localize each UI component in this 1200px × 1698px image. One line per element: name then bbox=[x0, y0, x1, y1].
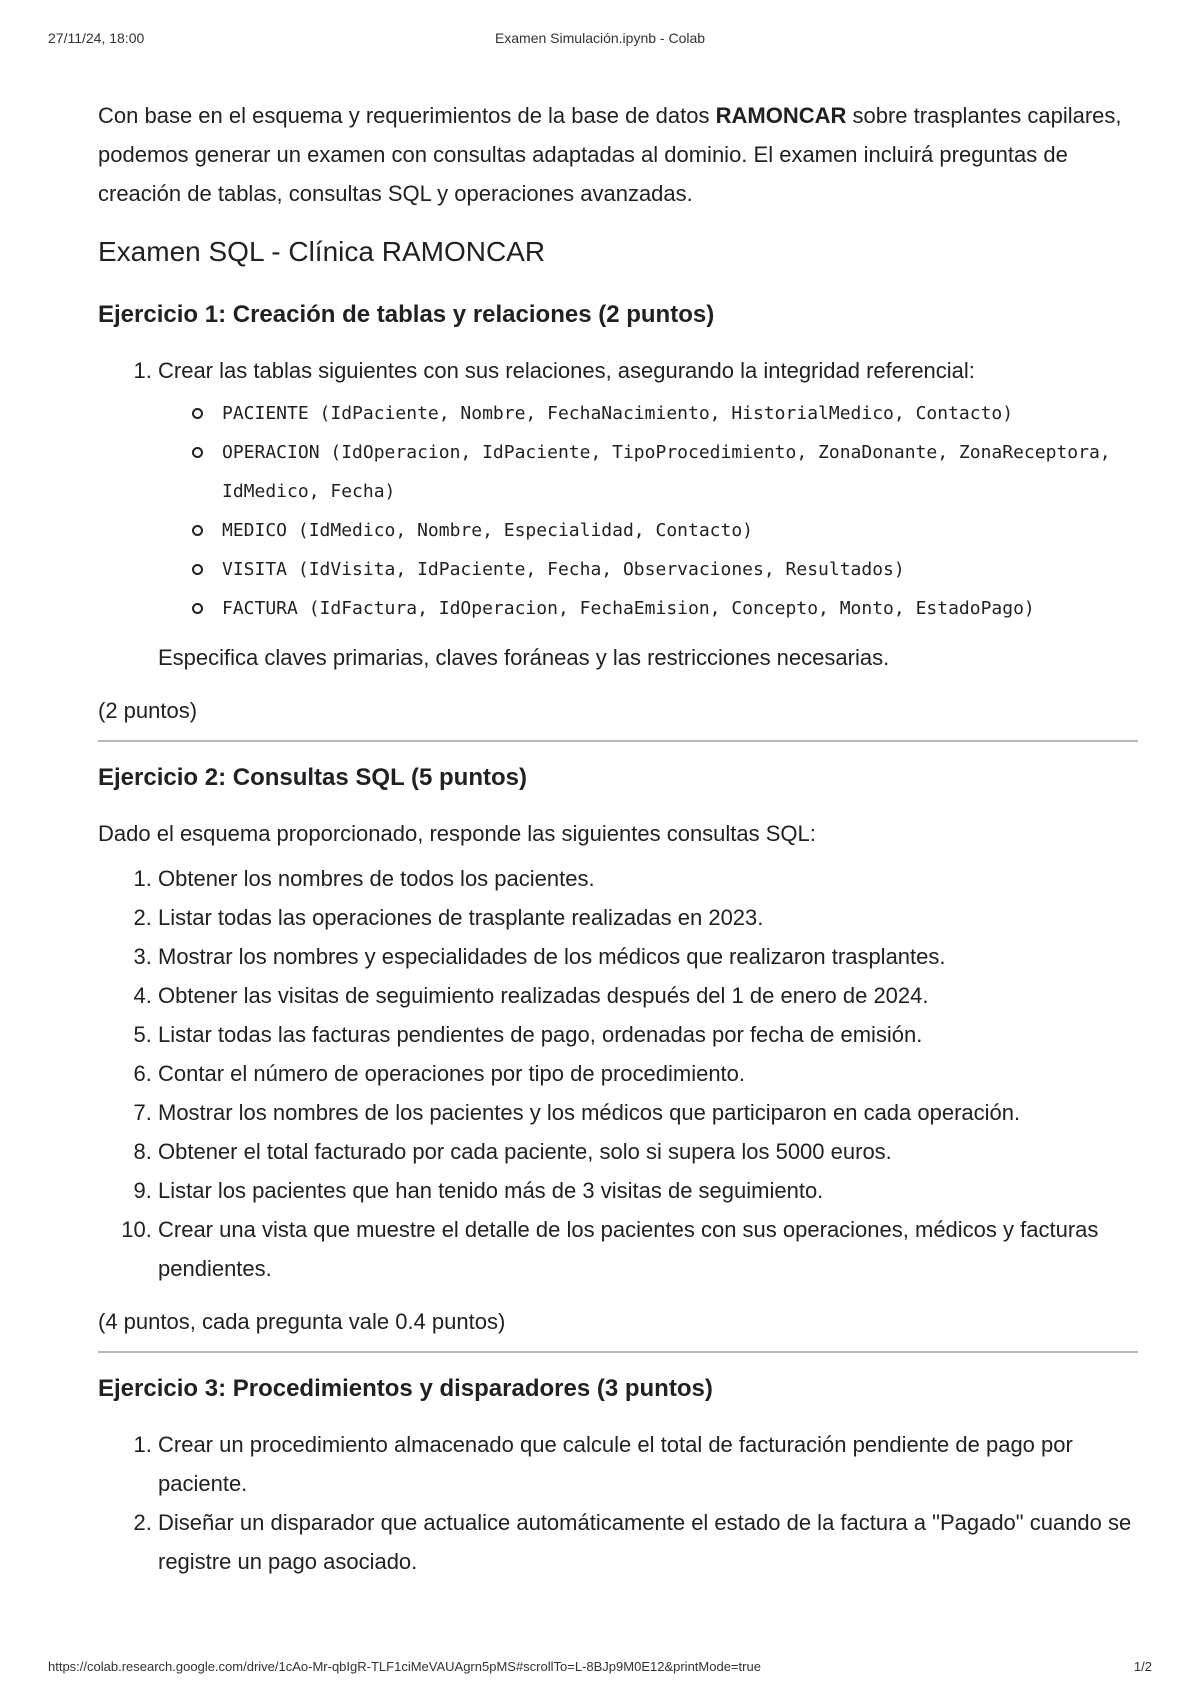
list-item: 8. Obtener el total facturado por cada paciente, solo si supera los 5000 euros. bbox=[158, 1132, 1138, 1171]
list-item: 3. Mostrar los nombres y especialidades de los médicos que realizaron trasplantes. bbox=[158, 937, 1138, 976]
section-divider bbox=[98, 1351, 1138, 1353]
table-def-text: OPERACION (IdOperacion, IdPaciente, TipoProcedimiento, ZonaDonante, ZonaReceptora, IdMedico, Fecha) bbox=[222, 442, 1111, 502]
table-def-text: VISITA (IdVisita, IdPaciente, Fecha, Observaciones, Resultados) bbox=[222, 559, 905, 580]
ejercicio1-item-text: Crear las tablas siguientes con sus relaciones, asegurando la integridad referencial: bbox=[158, 358, 975, 383]
ejercicio2-lead: Dado el esquema proporcionado, responde las siguientes consultas SQL: bbox=[98, 821, 816, 846]
ejercicio3-heading: Ejercicio 3: Procedimientos y disparadores (3 puntos) bbox=[98, 1375, 713, 1402]
table-def-text: PACIENTE (IdPaciente, Nombre, FechaNacimiento, HistorialMedico, Contacto) bbox=[222, 403, 1014, 424]
list-item: 7. Mostrar los nombres de los pacientes y los médicos que participaron en cada operación. bbox=[158, 1093, 1138, 1132]
circle-bullet-icon bbox=[192, 447, 203, 458]
intro-bold-db-name: RAMONCAR bbox=[715, 103, 847, 128]
exam-title: Examen SQL - Clínica RAMONCAR bbox=[98, 236, 546, 267]
print-doc-title: Examen Simulación.ipynb - Colab bbox=[494, 30, 706, 46]
list-item: 5. Listar todas las facturas pendientes de pago, ordenadas por fecha de emisión. bbox=[158, 1015, 1138, 1054]
print-header bbox=[48, 30, 1152, 52]
table-def-medico bbox=[222, 511, 1138, 550]
page-number: 1/2 bbox=[1133, 1659, 1152, 1674]
print-url: https://colab.research.google.com/drive/1cAo-Mr-qbIgR-TLF1ciMeVAUAgrn5pMS#scrollTo=L-8BJp9M0E12&printMode=true bbox=[48, 1659, 761, 1674]
list-item: 10. Crear una vista que muestre el detalle de los pacientes con sus operaciones, médicos y facturas pendientes. bbox=[158, 1210, 1138, 1288]
circle-bullet-icon bbox=[192, 408, 203, 419]
circle-bullet-icon bbox=[192, 564, 203, 575]
list-item: 2. Diseñar un disparador que actualice automáticamente el estado de la factura a "Pagado" cuando se registre un pago asociado. bbox=[158, 1503, 1138, 1581]
ejercicio1-list bbox=[98, 351, 1138, 628]
list-item bbox=[158, 351, 1138, 628]
ejercicio3-list bbox=[98, 1425, 1138, 1581]
print-footer bbox=[48, 1659, 1152, 1679]
circle-bullet-icon bbox=[192, 603, 203, 614]
table-def-text: FACTURA (IdFactura, IdOperacion, FechaEmision, Concepto, Monto, EstadoPago) bbox=[222, 598, 1035, 619]
list-item: 6. Contar el número de operaciones por tipo de procedimiento. bbox=[158, 1054, 1138, 1093]
list-item: 4. Obtener las visitas de seguimiento realizadas después del 1 de enero de 2024. bbox=[158, 976, 1138, 1015]
list-item: 1. Crear un procedimiento almacenado que calcule el total de facturación pendiente de pago por paciente. bbox=[158, 1425, 1138, 1503]
ejercicio2-heading: Ejercicio 2: Consultas SQL (5 puntos) bbox=[98, 764, 527, 791]
list-item: 1. Obtener los nombres de todos los pacientes. bbox=[158, 859, 1138, 898]
table-def-text: MEDICO (IdMedico, Nombre, Especialidad, Contacto) bbox=[222, 520, 754, 541]
list-item: 2. Listar todas las operaciones de trasplante realizadas en 2023. bbox=[158, 898, 1138, 937]
notebook-content bbox=[98, 96, 1138, 1581]
table-def-visita bbox=[222, 550, 1138, 589]
circle-bullet-icon bbox=[192, 525, 203, 536]
ejercicio2-list bbox=[98, 859, 1138, 1288]
list-item: 9. Listar los pacientes que han tenido más de 3 visitas de seguimiento. bbox=[158, 1171, 1138, 1210]
intro-paragraph bbox=[98, 96, 1138, 213]
table-def-factura bbox=[222, 589, 1138, 628]
table-def-operacion bbox=[222, 433, 1138, 511]
ejercicio1-points: (2 puntos) bbox=[98, 698, 198, 723]
table-def-paciente bbox=[222, 394, 1138, 433]
ejercicio1-note: Especifica claves primarias, claves foráneas y las restricciones necesarias. bbox=[158, 645, 890, 670]
table-definitions bbox=[158, 394, 1138, 628]
intro-text-after: sobre trasplantes capilares, podemos generar un examen con consultas adaptadas al dominio. El examen incluirá preguntas de creación de tablas, consultas SQL y operaciones avanzadas. bbox=[98, 103, 1122, 206]
print-datetime: 27/11/24, 18:00 bbox=[48, 30, 145, 46]
ejercicio2-points: (4 puntos, cada pregunta vale 0.4 puntos) bbox=[98, 1309, 506, 1334]
intro-text-before: Con base en el esquema y requerimientos de la base de datos bbox=[98, 103, 716, 128]
ejercicio1-heading: Ejercicio 1: Creación de tablas y relaciones (2 puntos) bbox=[98, 301, 715, 328]
section-divider bbox=[98, 740, 1138, 742]
